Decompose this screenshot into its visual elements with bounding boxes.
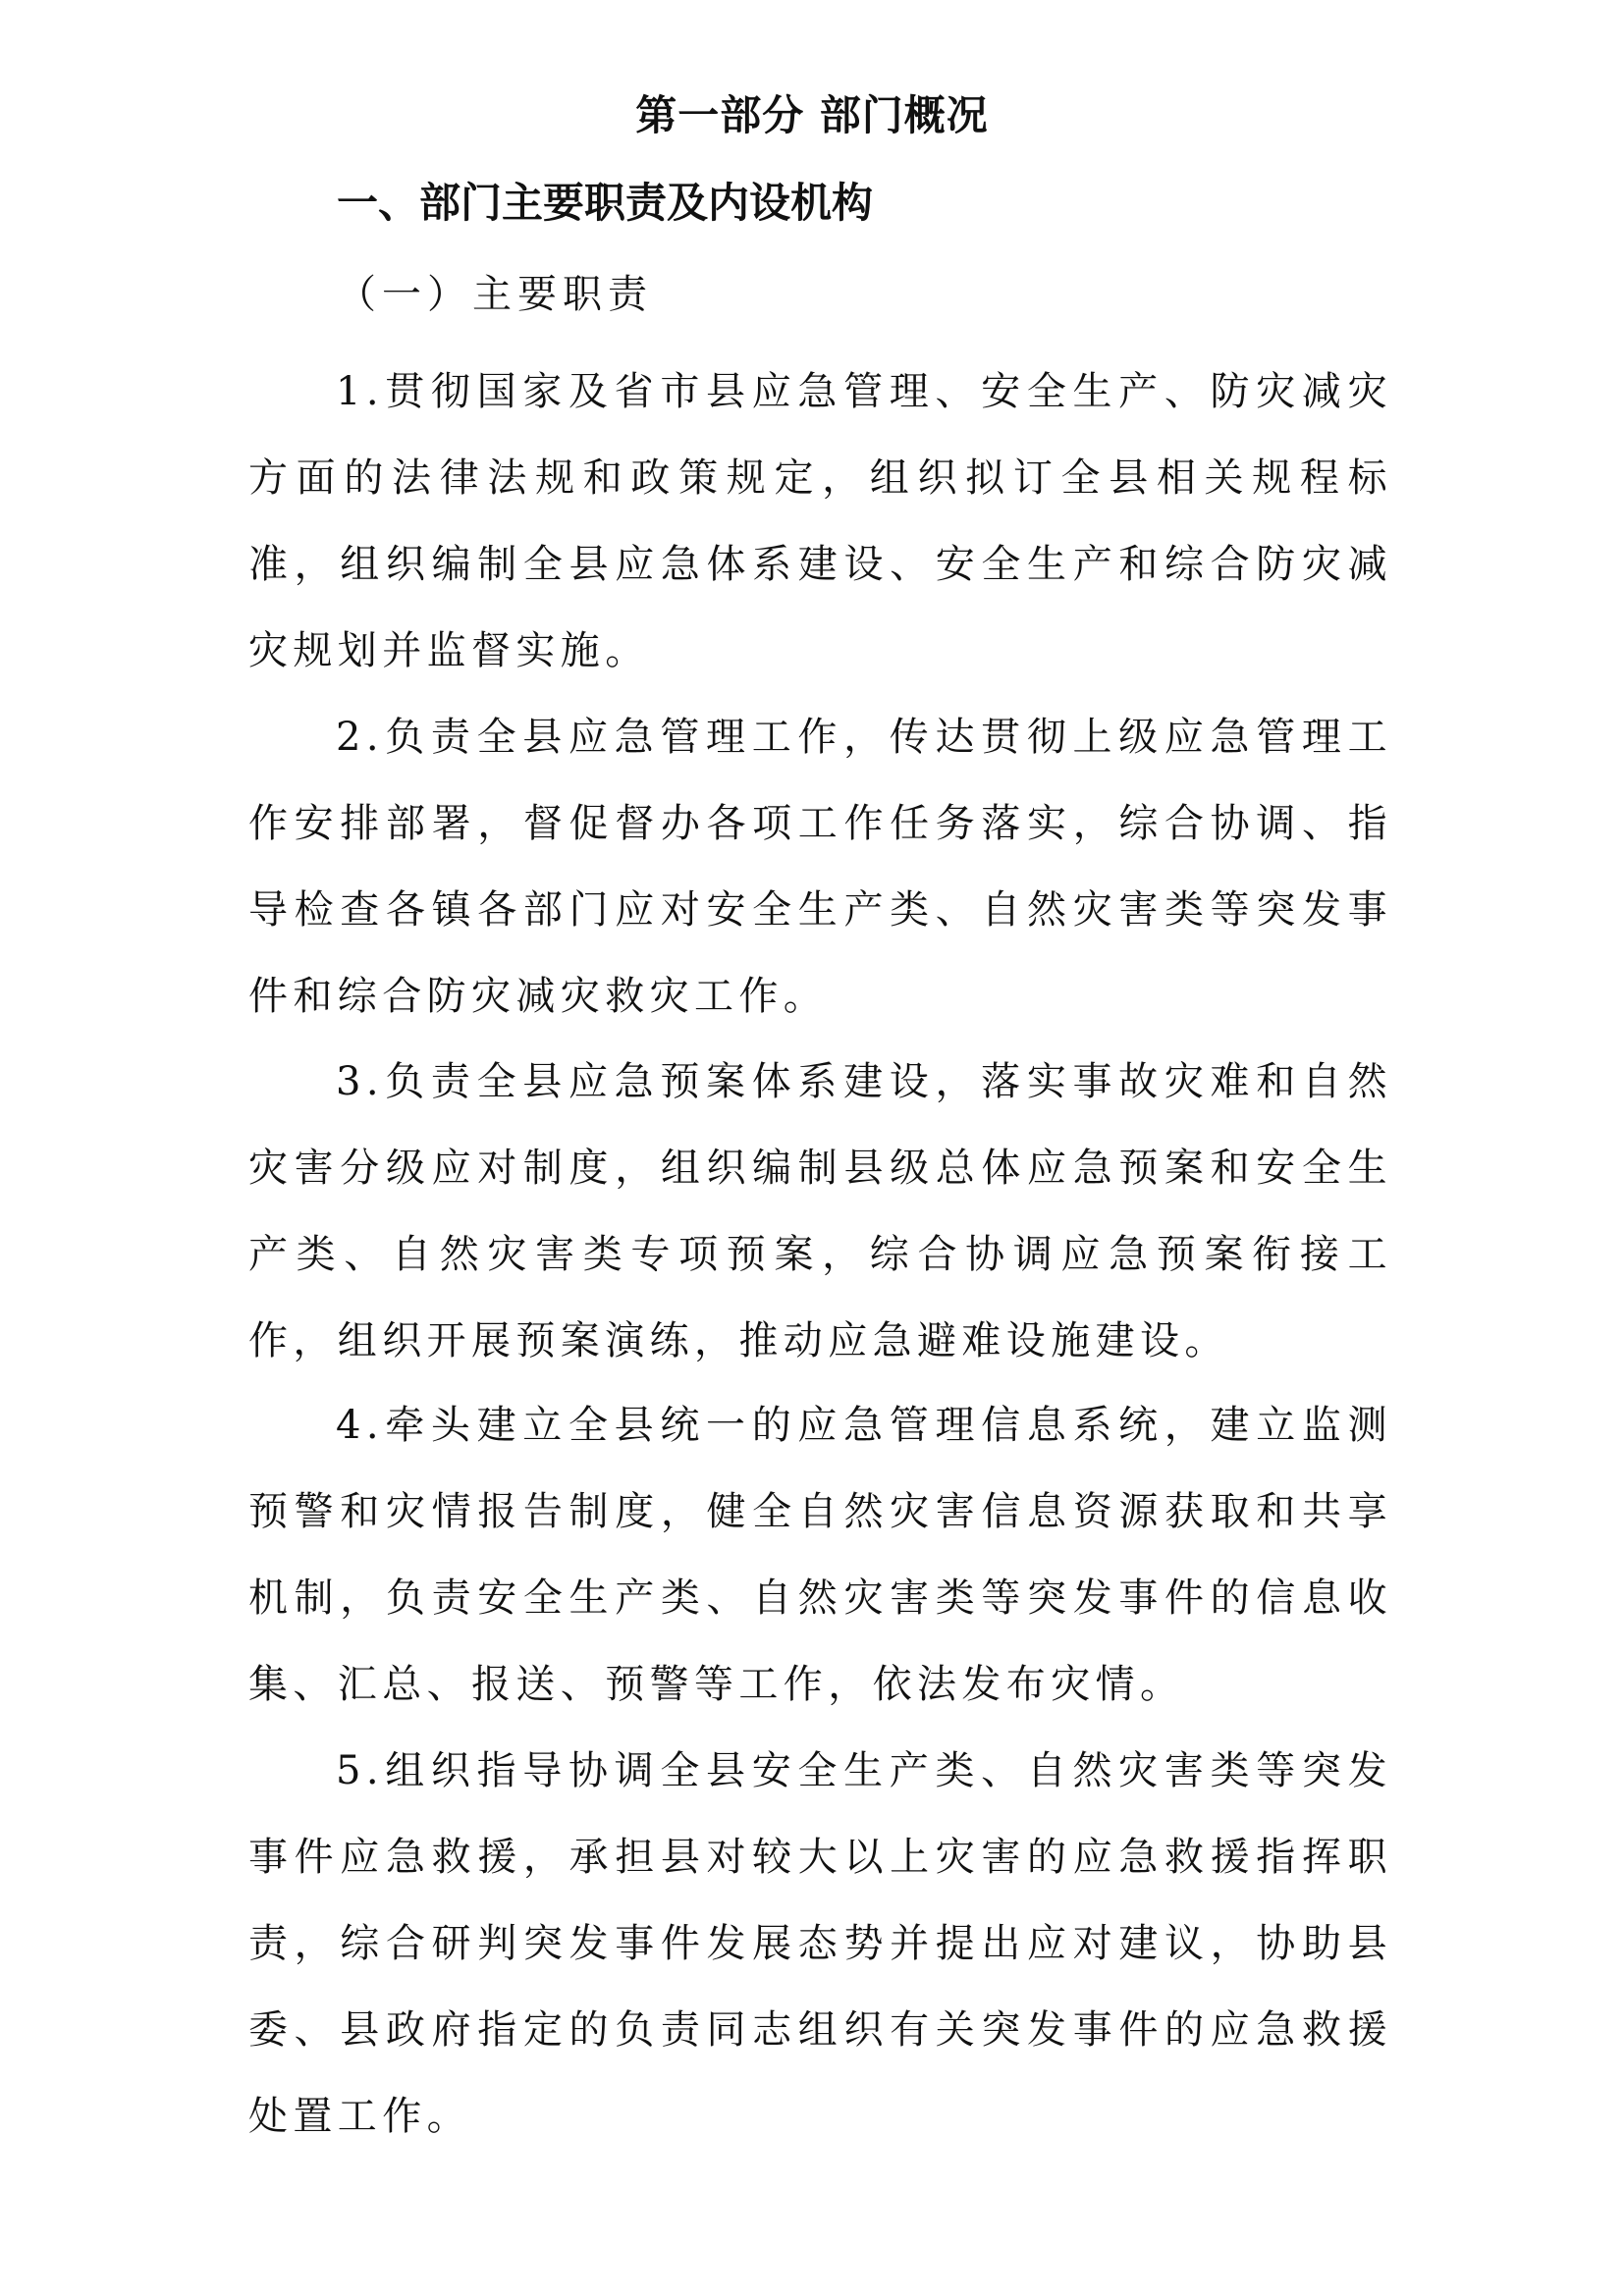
section-heading: 一、部门主要职责及内设机构 (337, 179, 874, 227)
duty-paragraph-1: 1.贯彻国家及省市县应急管理、安全生产、防灾减灾方面的法律法规和政策规定，组织拟订全县相关规程标准，组织编制全县应急体系建设、安全生产和综合防灾减灾规划并监督实施。 (248, 369, 1392, 673)
duty-paragraph-3: 3.负责全县应急预案体系建设，落实事故灾难和自然灾害分级应对制度，组织编制县级总体应急预案和安全生产类、自然灾害类专项预案，综合协调应急预案衔接工作，组织开展预案演练，推动应急避难设施建设。 (248, 1059, 1392, 1363)
duty-paragraph-4: 4.牵头建立全县统一的应急管理信息系统，建立监测预警和灾情报告制度，健全自然灾害信息资源获取和共享机制，负责安全生产类、自然灾害类等突发事件的信息收集、汇总、报送、预警等工作，依法发布灾情。 (248, 1403, 1392, 1707)
sub-heading: （一）主要职责 (337, 272, 653, 317)
duty-paragraph-5: 5.组织指导协调全县安全生产类、自然灾害类等突发事件应急救援，承担县对较大以上灾害的应急救援指挥职责，综合研判突发事件发展态势并提出应对建议，协助县委、县政府指定的负责同志组织有关突发事件的应急救援处置工作。 (248, 1748, 1392, 2139)
page-title: 第一部分 部门概况 (635, 91, 989, 139)
duty-paragraph-2: 2.负责全县应急管理工作，传达贯彻上级应急管理工作安排部署，督促督办各项工作任务落实，综合协调、指导检查各镇各部门应对安全生产类、自然灾害类等突发事件和综合防灾减灾救灾工作。 (248, 715, 1392, 1019)
